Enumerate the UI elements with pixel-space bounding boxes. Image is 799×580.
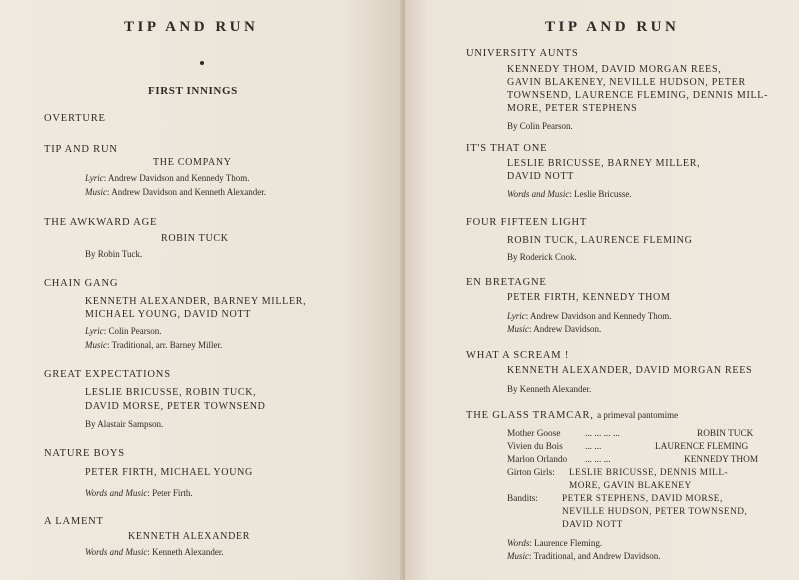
item-cast: MORE, PETER STEPHENS [507,103,638,114]
item-credit: Lyric: Andrew Davidson and Kennedy Thom. [85,173,250,183]
item-credit: Music: Traditional, and Andrew Davidson. [507,551,661,561]
item-credit: Music: Andrew Davidson. [507,324,602,334]
role-actor: LAURENCE FLEMING [655,442,749,452]
item-credit: Words and Music: Kenneth Alexander. [85,547,224,557]
item-credit: Music: Traditional, arr. Barney Miller. [85,340,223,350]
item-title: CHAIN GANG [44,278,119,289]
item-credit: Words and Music: Leslie Bricusse. [507,189,632,199]
item-credit: Music: Andrew Davidson and Kenneth Alexander. [85,187,266,197]
item-cast: ROBIN TUCK [161,233,229,244]
role-actor: KENNEDY THOM [684,455,759,465]
bandits-cast: NEVILLE HUDSON, PETER TOWNSEND, [562,507,748,517]
girton-cast: LESLIE BRICUSSE, DENNIS MILL- [569,468,729,478]
item-cast: THE COMPANY [153,157,232,168]
item-credit: Words and Music: Peter Firth. [85,488,193,498]
item-cast: MICHAEL YOUNG, DAVID NOTT [85,309,252,320]
item-cast: DAVID NOTT [507,171,575,182]
bandits-cast: PETER STEPHENS, DAVID MORSE, [562,494,723,504]
left-page-header: TIP AND RUN [124,19,259,35]
pantomime-title: THE GLASS TRAMCAR, a primeval pantomime [466,410,679,421]
item-cast: KENNEDY THOM, DAVID MORGAN REES, [507,64,722,75]
role-name: Marlon Orlando [507,455,568,465]
item-cast: PETER FIRTH, MICHAEL YOUNG [85,467,253,478]
item-title: FOUR FIFTEEN LIGHT [466,217,588,228]
item-cast: KENNETH ALEXANDER, DAVID MORGAN REES [507,365,753,376]
role-leader-dots: ... ... ... ... [585,429,620,439]
role-leader-dots: ... ... [585,442,602,452]
item-title: WHAT A SCREAM ! [466,350,570,361]
role-name: Mother Goose [507,429,561,439]
item-cast: KENNETH ALEXANDER, BARNEY MILLER, [85,296,307,307]
girton-cast: MORE, GAVIN BLAKENEY [569,481,692,491]
item-cast: DAVID MORSE, PETER TOWNSEND [85,401,266,412]
item-credit: By Alastair Sampson. [85,419,164,429]
role-actor: ROBIN TUCK [697,429,754,439]
item-credit: Lyric: Andrew Davidson and Kennedy Thom. [507,311,672,321]
item-cast: KENNETH ALEXANDER [128,531,251,542]
item-title: NATURE BOYS [44,448,125,459]
item-title: EN BRETAGNE [466,277,547,288]
item-cast: LESLIE BRICUSSE, BARNEY MILLER, [507,158,701,169]
item-cast: PETER FIRTH, KENNEDY THOM [507,292,671,303]
item-credit: By Kenneth Alexander. [507,384,592,394]
item-credit: Words: Laurence Fleming. [507,538,603,548]
item-cast: GAVIN BLAKENEY, NEVILLE HUDSON, PETER [507,77,746,88]
item-title: THE AWKWARD AGE [44,217,158,228]
right-page [405,0,799,580]
bandits-label: Bandits: [507,494,538,504]
overture: OVERTURE [44,113,106,124]
item-credit: By Robin Tuck. [85,249,143,259]
girton-label: Girton Girls: [507,468,555,478]
item-credit: By Colin Pearson. [507,121,573,131]
item-title: A LAMENT [44,516,104,527]
bullet-ornament [200,61,204,65]
item-cast: ROBIN TUCK, LAURENCE FLEMING [507,235,693,246]
bandits-cast: DAVID NOTT [562,520,623,530]
item-title: IT'S THAT ONE [466,143,548,154]
item-title: TIP AND RUN [44,144,118,155]
role-name: Vivien du Bois [507,442,563,452]
section-title: FIRST INNINGS [148,85,238,97]
role-leader-dots: ... ... ... [585,455,611,465]
right-page-header: TIP AND RUN [545,19,680,35]
item-credit: Lyric: Colin Pearson. [85,326,162,336]
item-cast: TOWNSEND, LAURENCE FLEMING, DENNIS MILL- [507,90,769,101]
item-title: GREAT EXPECTATIONS [44,369,171,380]
item-title: UNIVERSITY AUNTS [466,48,579,59]
item-credit: By Roderick Cook. [507,252,577,262]
item-cast: LESLIE BRICUSSE, ROBIN TUCK, [85,387,257,398]
